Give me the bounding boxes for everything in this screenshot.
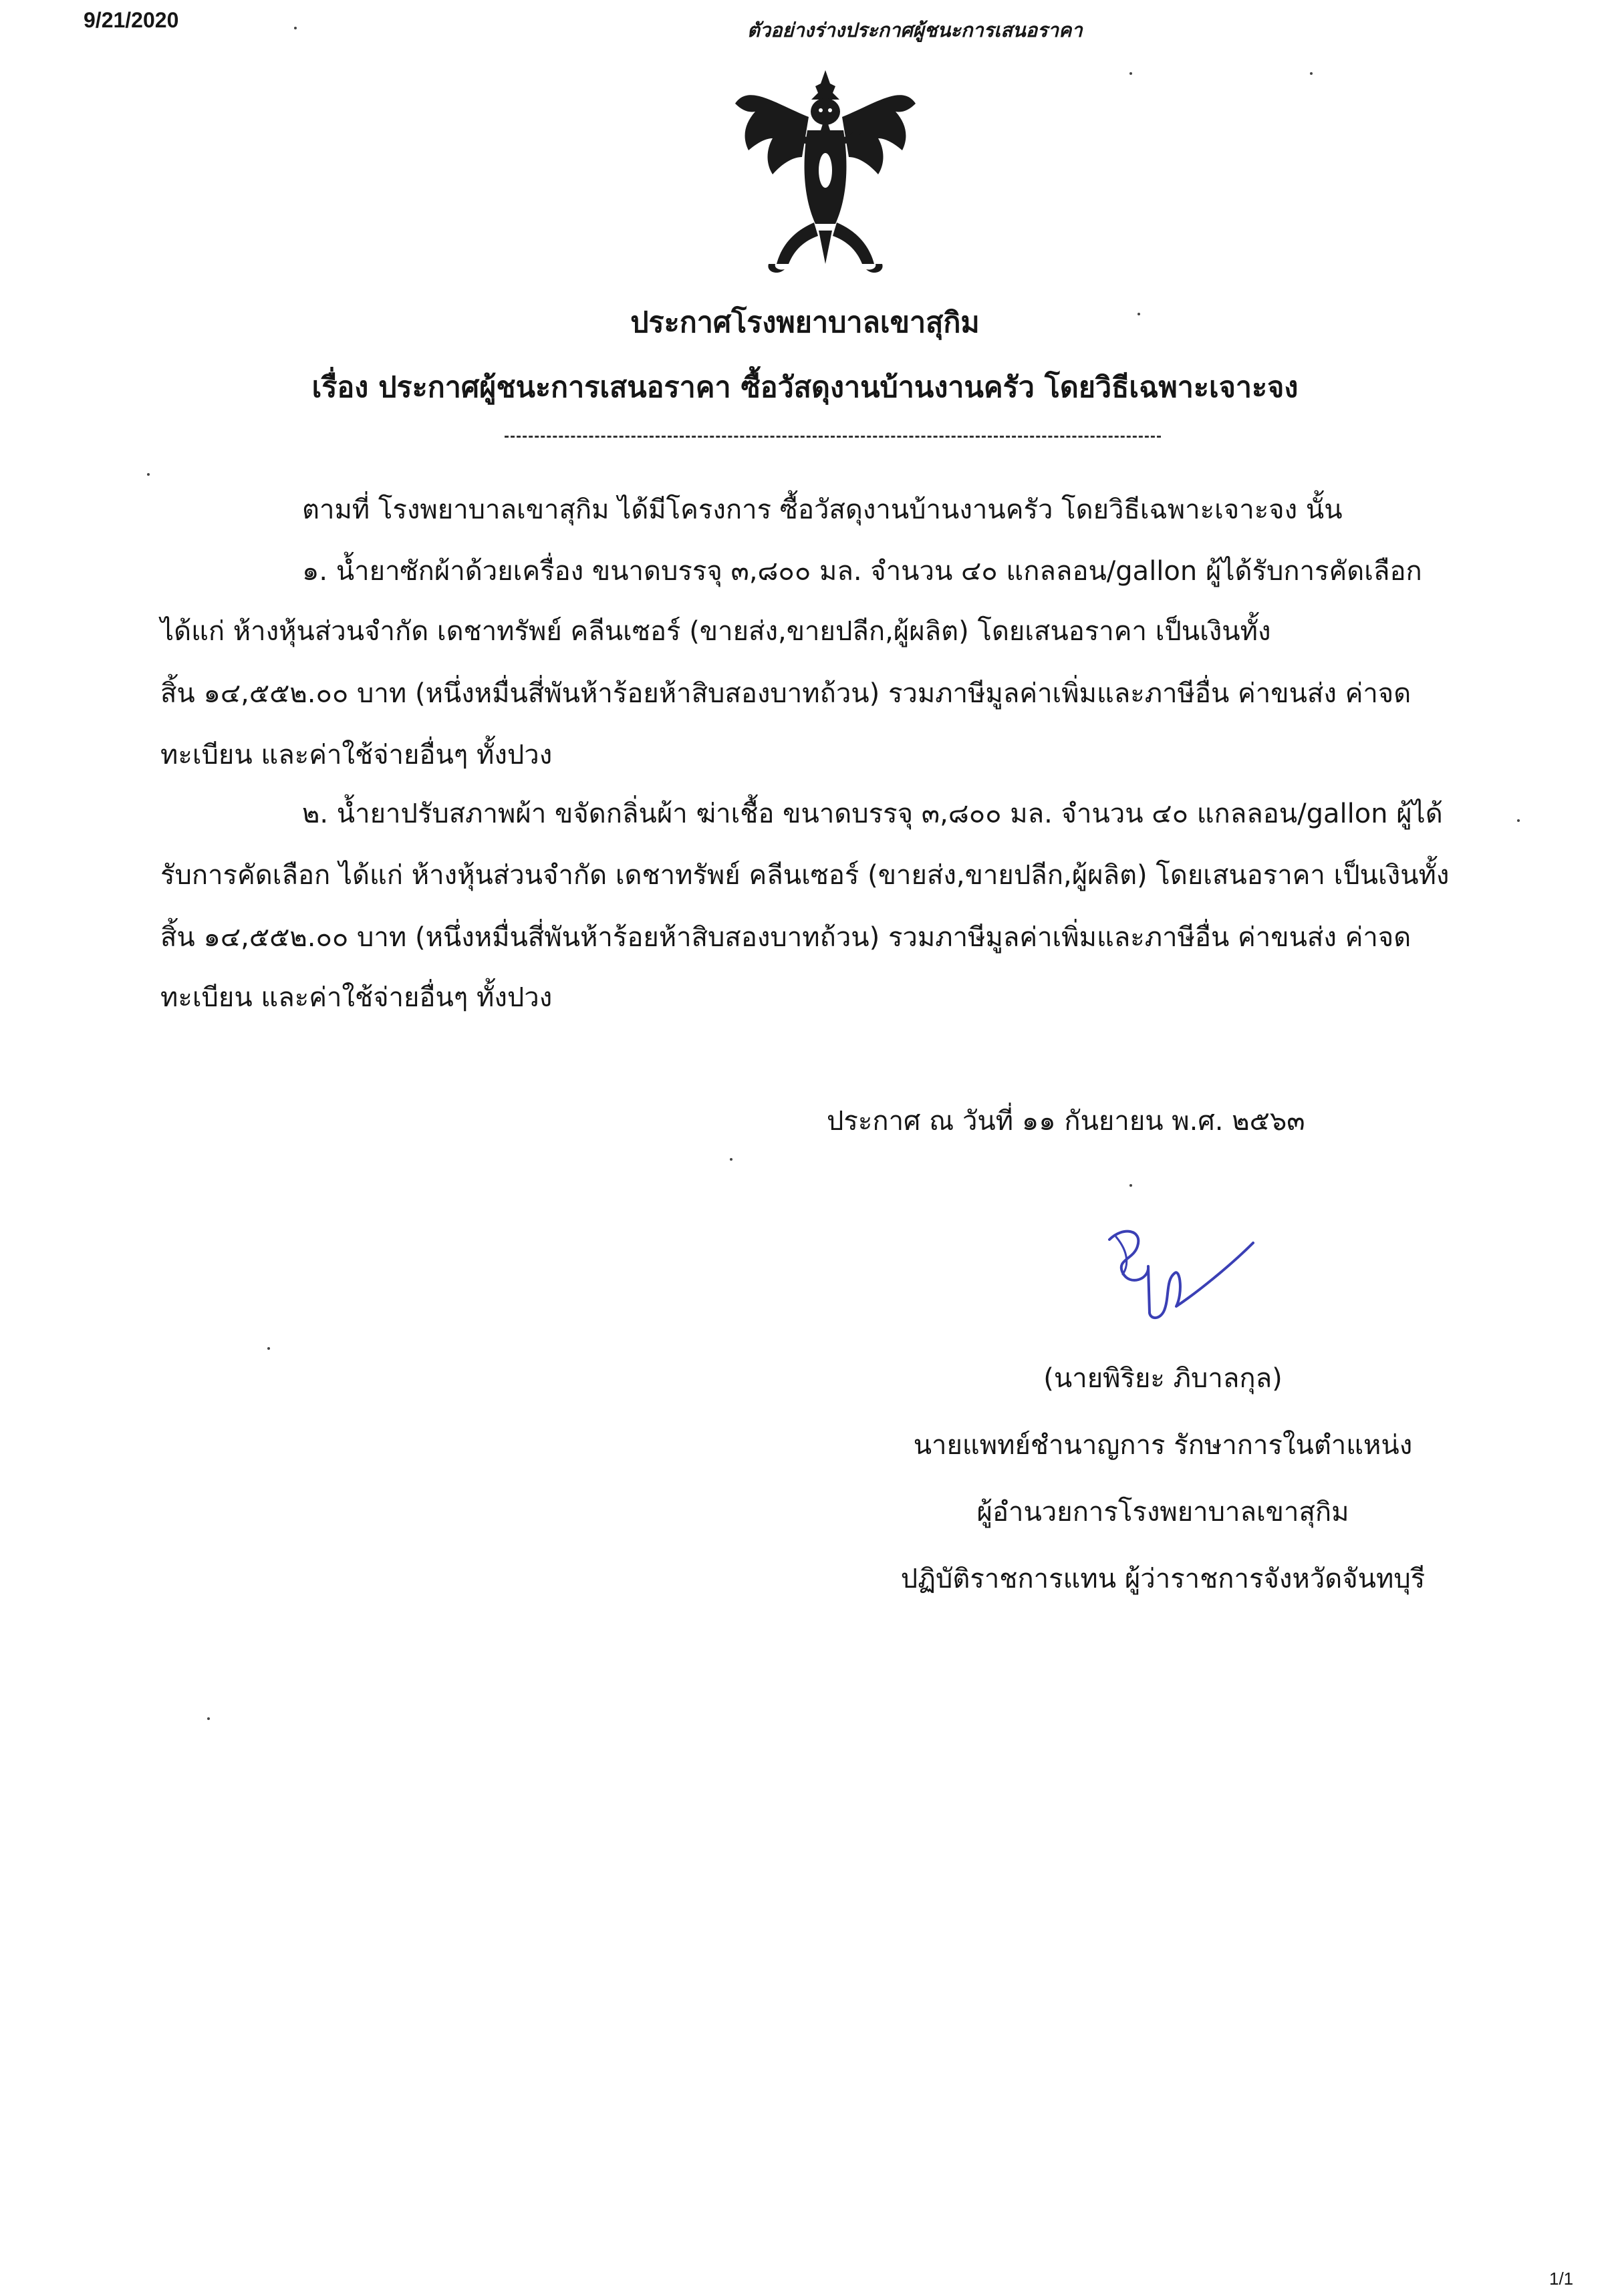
scan-speck bbox=[207, 1717, 210, 1720]
item-1-line: สิ้น ๑๔,๕๕๒.๐๐ บาท (หนึ่งหมื่นสี่พันห้าร้อยห้าสิบสองบาทถ้วน) รวมภาษีมูลค่าเพิ่มและภาษีอื่น ค่าขนส่ง ค่าจด bbox=[160, 678, 1412, 709]
item-2-line: ทะเบียน และค่าใช้จ่ายอื่นๆ ทั้งปวง bbox=[160, 982, 553, 1013]
scan-speck bbox=[267, 1347, 270, 1350]
item-2-line: รับการคัดเลือก ได้แก่ ห้างหุ้นส่วนจำกัด เดชาทรัพย์ คลีนเซอร์ (ขายส่ง,ขายปลีก,ผู้ผลิต) โดยเสนอราคา เป็นเงินทั้ง bbox=[160, 860, 1450, 891]
signer-title: ปฏิบัติราชการแทน ผู้ว่าราชการจังหวัดจันทบุรี bbox=[900, 1564, 1426, 1594]
scan-speck bbox=[294, 27, 297, 29]
garuda-emblem-icon bbox=[728, 63, 922, 277]
scan-speck bbox=[147, 473, 150, 476]
item-1-line: ทะเบียน และค่าใช้จ่ายอื่นๆ ทั้งปวง bbox=[160, 740, 553, 770]
announcement-date: ประกาศ ณ วันที่ ๑๑ กันยายน พ.ศ. ๒๕๖๓ bbox=[827, 1106, 1305, 1137]
scan-speck bbox=[1310, 72, 1313, 75]
header-note: ตัวอย่างร่างประกาศผู้ชนะการเสนอราคา bbox=[747, 19, 1083, 41]
title-line-2: เรื่อง ประกาศผู้ชนะการเสนอราคา ซื้อวัสดุงานบ้านงานครัว โดยวิธีเฉพาะเจาะจง bbox=[311, 371, 1299, 404]
scan-speck bbox=[1129, 72, 1132, 75]
item-2-line: ๒. น้ำยาปรับสภาพผ้า ขจัดกลิ่นผ้า ฆ่าเชื้อ ขนาดบรรจุ ๓,๘๐๐ มล. จำนวน ๔๐ แกลลอน/gallon ผู้ได้ bbox=[302, 799, 1443, 829]
intro-paragraph: ตามที่ โรงพยาบาลเขาสุกิม ได้มีโครงการ ซื้อวัสดุงานบ้านงานครัว โดยวิธีเฉพาะเจาะจง นั้น bbox=[302, 494, 1343, 525]
handwritten-signature bbox=[1096, 1213, 1263, 1326]
item-1-line: ๑. น้ำยาซักผ้าด้วยเครื่อง ขนาดบรรจุ ๓,๘๐๐ มล. จำนวน ๔๐ แกลลอน/gallon ผู้ได้รับการคัดเลือก bbox=[302, 556, 1422, 587]
signer-name: (นายพิริยะ ภิบาลกุล) bbox=[1043, 1363, 1283, 1394]
scan-speck bbox=[1137, 313, 1140, 315]
separator-line bbox=[505, 436, 1161, 438]
page-number: 1/1 bbox=[1549, 2269, 1574, 2289]
title-line-1: ประกาศโรงพยาบาลเขาสุกิม bbox=[630, 306, 980, 339]
scan-speck bbox=[1517, 819, 1520, 822]
scan-speck bbox=[730, 1158, 732, 1161]
signer-title: ผู้อำนวยการโรงพยาบาลเขาสุกิม bbox=[976, 1497, 1349, 1528]
item-1-line: ได้แก่ ห้างหุ้นส่วนจำกัด เดชาทรัพย์ คลีนเซอร์ (ขายส่ง,ขายปลีก,ผู้ผลิต) โดยเสนอราคา เป็นเงินทั้ง bbox=[160, 616, 1271, 647]
signer-title: นายแพทย์ชำนาญการ รักษาการในตำแหน่ง bbox=[913, 1430, 1413, 1461]
print-date: 9/21/2020 bbox=[84, 8, 179, 32]
item-2-line: สิ้น ๑๔,๕๕๒.๐๐ บาท (หนึ่งหมื่นสี่พันห้าร้อยห้าสิบสองบาทถ้วน) รวมภาษีมูลค่าเพิ่มและภาษีอื่น ค่าขนส่ง ค่าจด bbox=[160, 922, 1412, 953]
scan-speck bbox=[1129, 1184, 1132, 1187]
